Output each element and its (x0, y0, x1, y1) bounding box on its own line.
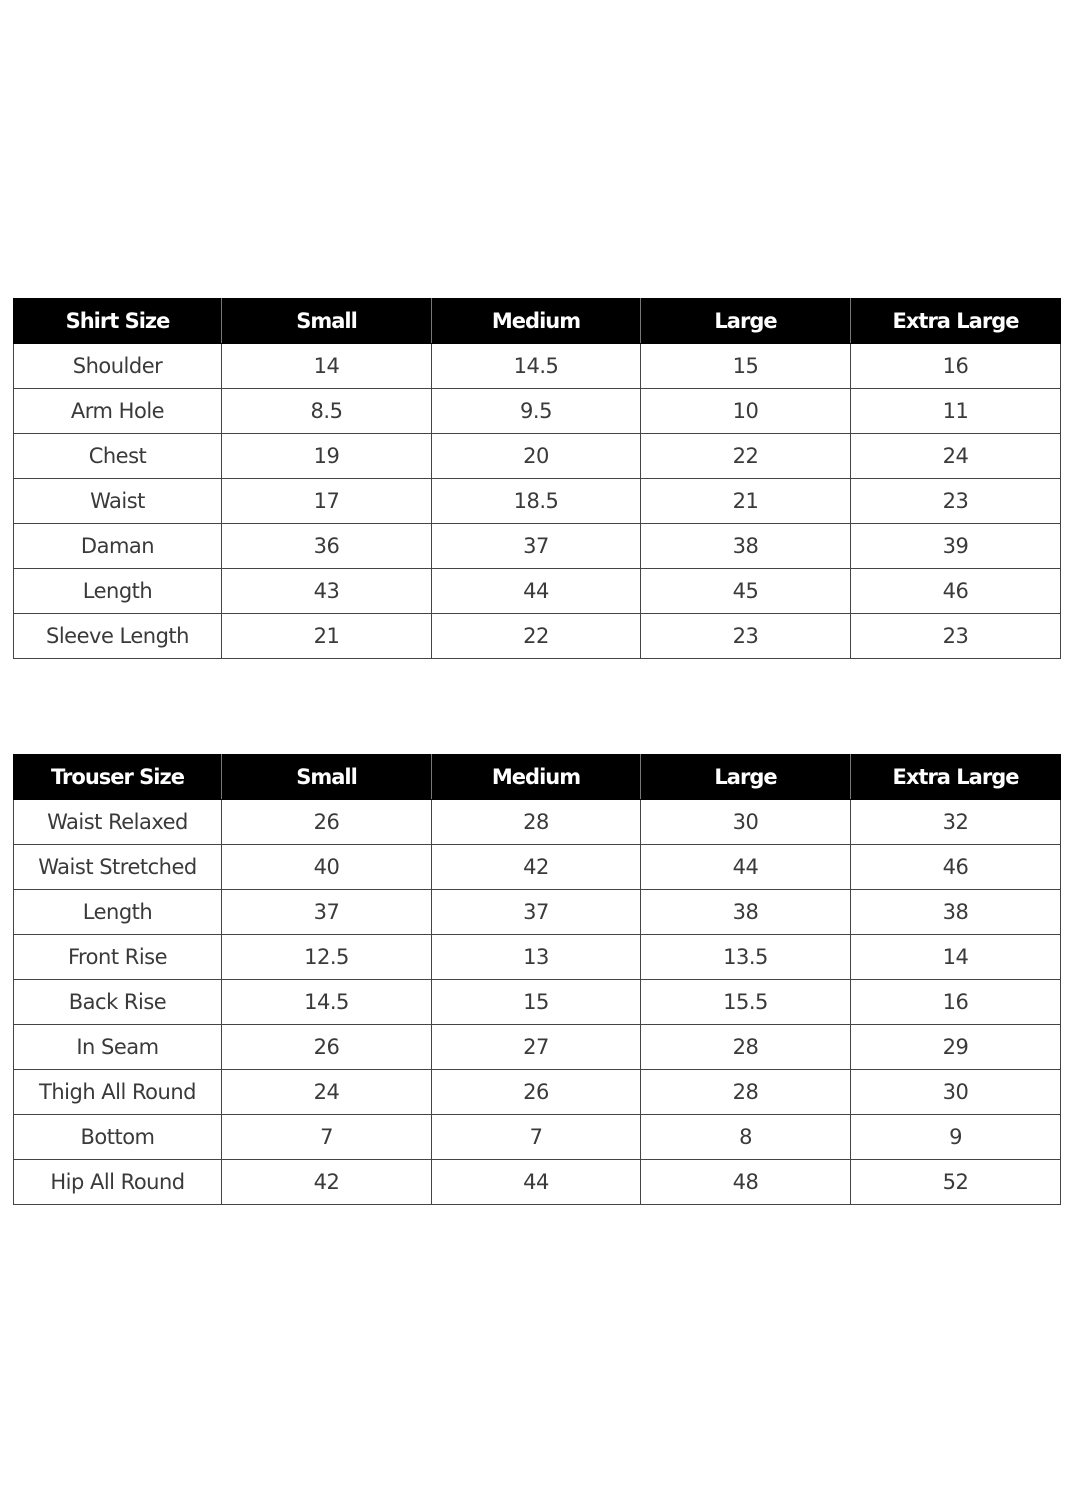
row-label: Bottom (14, 1115, 222, 1160)
cell-extra-large: 23 (851, 479, 1061, 524)
cell-small: 24 (222, 1070, 432, 1115)
table-row (14, 569, 1061, 614)
cell-extra-large: 38 (851, 890, 1061, 935)
cell-large: 38 (641, 890, 851, 935)
cell-large: 15 (641, 344, 851, 389)
cell-medium: 37 (432, 524, 641, 569)
cell-large: 10 (641, 389, 851, 434)
cell-medium: 18.5 (432, 479, 641, 524)
cell-large: 21 (641, 479, 851, 524)
table-row (14, 434, 1061, 479)
table-row (14, 1070, 1061, 1115)
cell-large: 13.5 (641, 935, 851, 980)
table-row (14, 344, 1061, 389)
cell-extra-large: 52 (851, 1160, 1061, 1205)
cell-small: 36 (222, 524, 432, 569)
table-row (14, 1160, 1061, 1205)
cell-large: 28 (641, 1025, 851, 1070)
trouser-header-extra-large: Extra Large (851, 755, 1061, 800)
shirt-header-row (14, 299, 1061, 344)
table-row (14, 479, 1061, 524)
table-row (14, 1025, 1061, 1070)
cell-large: 45 (641, 569, 851, 614)
cell-extra-large: 9 (851, 1115, 1061, 1160)
cell-small: 14.5 (222, 980, 432, 1025)
cell-medium: 13 (432, 935, 641, 980)
table-row (14, 935, 1061, 980)
cell-extra-large: 30 (851, 1070, 1061, 1115)
cell-medium: 22 (432, 614, 641, 659)
cell-small: 19 (222, 434, 432, 479)
cell-small: 14 (222, 344, 432, 389)
cell-small: 43 (222, 569, 432, 614)
cell-large: 22 (641, 434, 851, 479)
trouser-header-medium: Medium (432, 755, 641, 800)
table-row (14, 890, 1061, 935)
cell-extra-large: 16 (851, 980, 1061, 1025)
trouser-size-table (13, 754, 1061, 1205)
table-row (14, 980, 1061, 1025)
cell-medium: 20 (432, 434, 641, 479)
cell-medium: 15 (432, 980, 641, 1025)
row-label: Length (14, 569, 222, 614)
trouser-header-large: Large (641, 755, 851, 800)
cell-large: 28 (641, 1070, 851, 1115)
cell-small: 21 (222, 614, 432, 659)
table-row (14, 845, 1061, 890)
cell-small: 42 (222, 1160, 432, 1205)
row-label: Shoulder (14, 344, 222, 389)
shirt-header-medium: Medium (432, 299, 641, 344)
cell-small: 7 (222, 1115, 432, 1160)
table-row (14, 1115, 1061, 1160)
trouser-header-label: Trouser Size (14, 755, 222, 800)
cell-extra-large: 16 (851, 344, 1061, 389)
row-label: Sleeve Length (14, 614, 222, 659)
row-label: Daman (14, 524, 222, 569)
cell-medium: 27 (432, 1025, 641, 1070)
cell-large: 15.5 (641, 980, 851, 1025)
row-label: Front Rise (14, 935, 222, 980)
row-label: Waist Stretched (14, 845, 222, 890)
row-label: Waist (14, 479, 222, 524)
cell-large: 38 (641, 524, 851, 569)
cell-small: 26 (222, 800, 432, 845)
table-row (14, 524, 1061, 569)
table-row (14, 614, 1061, 659)
cell-large: 44 (641, 845, 851, 890)
table-row (14, 800, 1061, 845)
cell-extra-large: 14 (851, 935, 1061, 980)
trouser-header-small: Small (222, 755, 432, 800)
cell-medium: 37 (432, 890, 641, 935)
row-label: Thigh All Round (14, 1070, 222, 1115)
cell-medium: 42 (432, 845, 641, 890)
row-label: Hip All Round (14, 1160, 222, 1205)
cell-large: 8 (641, 1115, 851, 1160)
shirt-header-extra-large: Extra Large (851, 299, 1061, 344)
cell-extra-large: 39 (851, 524, 1061, 569)
table-row (14, 389, 1061, 434)
cell-small: 40 (222, 845, 432, 890)
cell-medium: 44 (432, 569, 641, 614)
cell-extra-large: 24 (851, 434, 1061, 479)
row-label: Length (14, 890, 222, 935)
shirt-header-large: Large (641, 299, 851, 344)
cell-extra-large: 46 (851, 845, 1061, 890)
cell-small: 17 (222, 479, 432, 524)
cell-small: 26 (222, 1025, 432, 1070)
row-label: Chest (14, 434, 222, 479)
cell-extra-large: 46 (851, 569, 1061, 614)
cell-medium: 14.5 (432, 344, 641, 389)
cell-small: 12.5 (222, 935, 432, 980)
cell-large: 48 (641, 1160, 851, 1205)
shirt-header-label: Shirt Size (14, 299, 222, 344)
cell-extra-large: 29 (851, 1025, 1061, 1070)
cell-large: 30 (641, 800, 851, 845)
shirt-size-table (13, 298, 1061, 659)
cell-medium: 28 (432, 800, 641, 845)
cell-small: 37 (222, 890, 432, 935)
cell-extra-large: 32 (851, 800, 1061, 845)
row-label: Back Rise (14, 980, 222, 1025)
row-label: Arm Hole (14, 389, 222, 434)
trouser-header-row (14, 755, 1061, 800)
cell-medium: 44 (432, 1160, 641, 1205)
cell-extra-large: 23 (851, 614, 1061, 659)
cell-extra-large: 11 (851, 389, 1061, 434)
cell-medium: 26 (432, 1070, 641, 1115)
cell-small: 8.5 (222, 389, 432, 434)
cell-large: 23 (641, 614, 851, 659)
row-label: Waist Relaxed (14, 800, 222, 845)
cell-medium: 7 (432, 1115, 641, 1160)
shirt-header-small: Small (222, 299, 432, 344)
cell-medium: 9.5 (432, 389, 641, 434)
row-label: In Seam (14, 1025, 222, 1070)
